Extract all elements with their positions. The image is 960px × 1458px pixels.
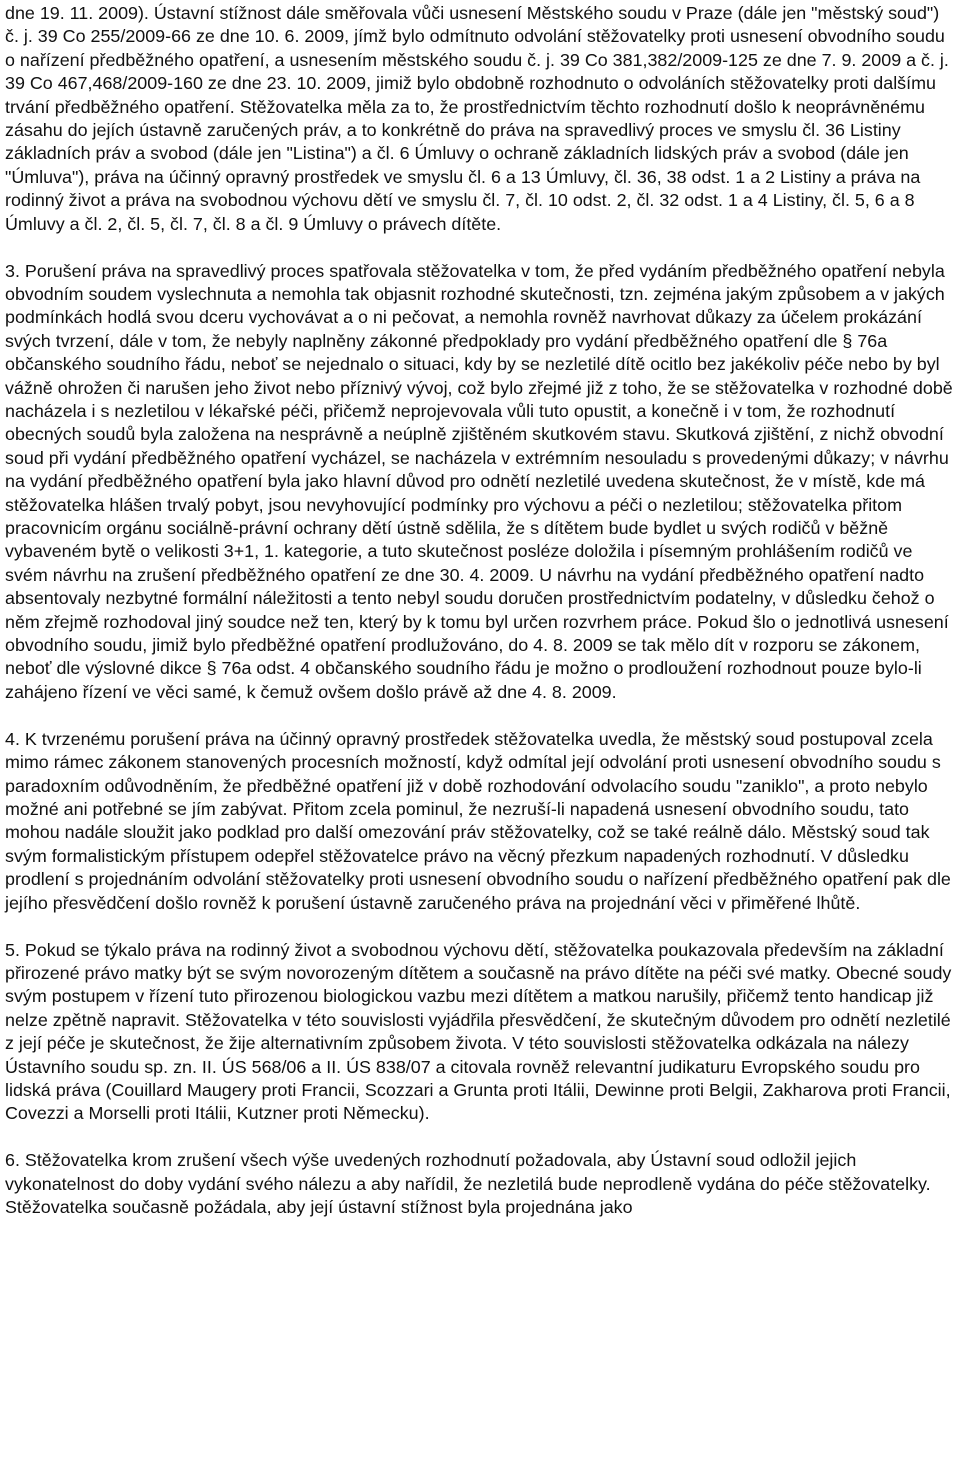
paragraph-5: 5. Pokud se týkalo práva na rodinný život a svobodnou výchovu dětí, stěžovatelka poukazovala především na základní přirozené právo matky být se svým novorozeným dítětem a současně na právo dítěte na péči své matky. Obecné soudy svým postupem v řízení tuto přirozenou biologickou vazbu mezi dítětem a matkou narušily, přičemž tento handicap již nelze zpětně napravit. Stěžovatelka v této souvislosti vyjádřila přesvědčení, že skutečným důvodem pro odnětí nezletilé z její péče je skutečnost, že žije alternativním způsobem života. V této souvislosti stěžovatelka odkázala na nálezy Ústavního soudu sp. zn. II. ÚS 568/06 a II. ÚS 838/07 a citovala rovněž relevantní judikaturu Evropského soudu pro lidská práva (Couillard Maugery proti Francii, Scozzari a Grunta proti Itálii, Dewinne proti Belgii, Zakharova proti Francii, Covezzi a Morselli proti Itálii, Kutzner proti Německu). bbox=[5, 939, 952, 1124]
paragraph-continuation: dne 19. 11. 2009). Ústavní stížnost dále směřovala vůči usnesení Městského soudu v Praze (dále jen "městský soud") č. j. 39 Co 255/2009-66 ze dne 10. 6. 2009, jímž bylo odmítnuto odvolání stěžovatelky proti usnesení obvodního soudu o nařízení předběžného opatření, a usnesením městského soudu č. j. 39 Co 381,382/2009-125 ze dne 7. 9. 2009 a č. j. 39 Co 467,468/2009-160 ze dne 23. 10. 2009, jimiž bylo obdobně rozhodnuto o odvoláních stěžovatelky proti dalšímu trvání předběžného opatření. Stěžovatelka měla za to, že prostřednictvím těchto rozhodnutí došlo k neoprávněnému zásahu do jejích ústavně zaručených práv, a to konkrétně do práva na spravedlivý proces ve smyslu čl. 36 Listiny základních práv a svobod (dále jen "Listina") a čl. 6 Úmluvy o ochraně základních lidských práv a svobod (dále jen "Úmluva"), práva na účinný opravný prostředek ve smyslu čl. 6 a 13 Úmluvy, čl. 36, 38 odst. 1 a 2 Listiny a práva na rodinný život a práva na svobodnou výchovu dětí ve smyslu čl. 7, čl. 10 odst. 2, čl. 32 odst. 1 a 4 Listiny, čl. 5, 6 a 8 Úmluvy a čl. 2, čl. 5, čl. 7, čl. 8 a čl. 9 Úmluvy o právech dítěte. bbox=[5, 3, 949, 234]
paragraph-3: 3. Porušení práva na spravedlivý proces spatřovala stěžovatelka v tom, že před vydáním předběžného opatření nebyla obvodním soudem vyslechnuta a nemohla tak objasnit rozhodné skutečnosti, tzn. zejména jakým způsobem a v jakých podmínkách hodlá svou dceru vychovávat a o ni pečovat, a nemohla rovněž navrhovat důkazy za účelem prokázání svých tvrzení, dále v tom, že nebyly naplněny zákonné předpoklady pro vydání předběžného opatření dle § 76a občanského soudního řádu, neboť se nejednalo o situaci, kdy by se nezletilé dítě ocitlo bez jakékoliv péče nebo by byl vážně ohrožen či narušen jeho život nebo příznivý vývoj, což bylo zřejmé již z toho, že se stěžovatelka v rozhodné době nacházela i s nezletilou v lékařské péči, přičemž neprojevovala vůli tuto opustit, a konečně i v tom, že rozhodnutí obecných soudů byla založena na nesprávně a neúplně zjištěném skutkovém stavu. Skutková zjištění, z nichž obvodní soud při vydání předběžného opatření vycházel, se nacházela v extrémním nesouladu s provedenými důkazy; v návrhu na vydání předběžného opatření byla jako hlavní důvod pro odnětí nezletilé uvedena skutečnost, že v místě, kde má stěžovatelka hlášen trvalý pobyt, jsou nevyhovující podmínky pro výchovu a péči o nezletilou; stěžovatelka přitom pracovnicím orgánu sociálně-právní ochrany dětí ústně sdělila, že s dítětem bude bydlet u svých rodičů v běžně vybaveném bytě o velikosti 3+1, 1. kategorie, a tuto skutečnost posléze doložila i písemným prohlášením rodičů ve svém návrhu na zrušení předběžného opatření ze dne 30. 4. 2009. U návrhu na vydání předběžného opatření nadto absentovaly nezbytné formální náležitosti a tento nebyl soudu doručen prostřednictvím podatelny, v důsledku čehož o něm zřejmě rozhodoval jiný soudce než ten, který by k tomu byl určen rozvrhem práce. Pokud šlo o jednotlivá usnesení obvodního soudu, jimiž bylo předběžné opatření prodlužováno, do 4. 8. 2009 se tak mělo dít v rozporu se zákonem, neboť dle výslovné dikce § 76a odst. 4 občanského soudního řádu je možno o prodloužení rozhodnout pouze bylo-li zahájeno řízení ve věci samé, k čemuž ovšem došlo právě až dne 4. 8. 2009. bbox=[5, 260, 953, 702]
paragraph-6: 6. Stěžovatelka krom zrušení všech výše uvedených rozhodnutí požadovala, aby Ústavní soud odložil jejich vykonatelnost do doby vydání svého nálezu a aby nařídil, že nezletilá bude neprodleně vydána do péče stěžovatelky. Stěžovatelka současně požádala, aby její ústavní stížnost byla projednána jako bbox=[5, 1150, 931, 1218]
paragraph-4: 4. K tvrzenému porušení práva na účinný opravný prostředek stěžovatelka uvedla, že městský soud postupoval zcela mimo rámec zákonem stanovených procesních možností, když odmítal její odvolání proti usnesení obvodního soudu s paradoxním odůvodněním, že předběžné opatření již v době rozhodování odvolacího soudu "zaniklo", a proto nebylo možné ani potřebné se jím zabývat. Přitom zcela pominul, že nezruší-li napadená usnesení obvodního soudu, tato mohou nadále sloužit jako podklad pro další omezování práv stěžovatelky, což se také reálně dálo. Městský soud tak svým formalistickým přístupem odepřel stěžovatelce právo na věcný přezkum napadených rozhodnutí. V důsledku prodlení s projednáním odvolání stěžovatelky proti usnesení obvodního soudu o nařízení předběžného opatření pak dle jejího přesvědčení došlo rovněž k porušení ústavně zaručeného práva na projednání věci v přiměřené lhůtě. bbox=[5, 728, 951, 913]
